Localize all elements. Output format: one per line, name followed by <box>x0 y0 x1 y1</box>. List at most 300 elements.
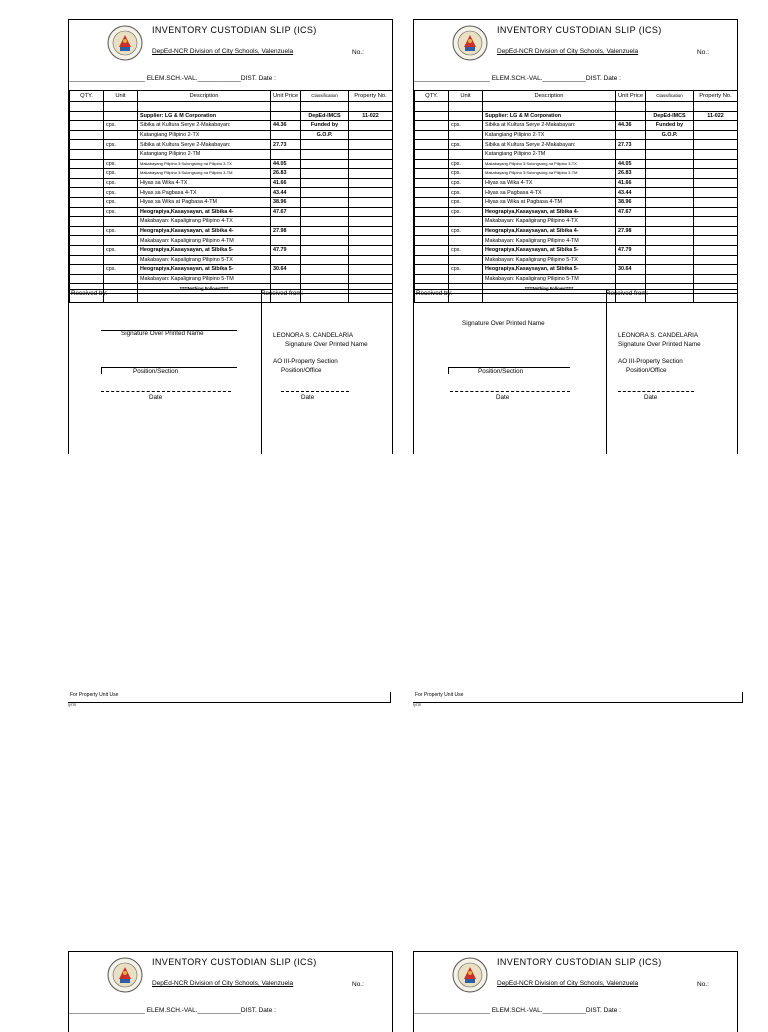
cell: Sibika at Kultura Serye 2-Makabayan: <box>483 140 616 150</box>
cell: Heograpiya,Kasaysayan, at Sibika 4- <box>138 226 271 236</box>
initials-label: lynn <box>413 702 422 707</box>
cell: cps. <box>449 140 483 150</box>
property-unit-footer-left <box>68 690 391 707</box>
slip-header <box>69 952 392 1022</box>
cell <box>694 217 738 227</box>
cell: cps. <box>449 169 483 179</box>
slip-header <box>69 20 392 90</box>
table-row <box>415 207 738 217</box>
cell <box>301 236 349 246</box>
cell: Katangiang Pilipino 2-TX <box>138 130 271 140</box>
cell <box>70 149 104 159</box>
cell <box>415 149 449 159</box>
cell <box>70 236 104 246</box>
table-row <box>70 140 393 150</box>
table-row <box>415 265 738 275</box>
table-row <box>70 265 393 275</box>
property-unit-footer-right <box>413 690 743 707</box>
cell: Heograpiya,Kasaysayan, at Sibika 4- <box>138 207 271 217</box>
position-section-caption: Position/Section <box>133 368 179 375</box>
cell <box>104 236 138 246</box>
cell: Sibika at Kultura Serye 2-Makabayan: <box>138 121 271 131</box>
cell <box>646 188 694 198</box>
elem-school-line: _____________________ ELEM.SCH.-VAL.____________DIST. Date : <box>69 75 276 82</box>
deped-seal-icon <box>107 957 143 993</box>
cell <box>646 245 694 255</box>
cell <box>694 102 738 112</box>
cell <box>349 265 393 275</box>
cell <box>301 217 349 227</box>
cell <box>70 178 104 188</box>
cell: Makabayan: Kapaligirang Pilipino 5-TX <box>483 255 616 265</box>
cell <box>70 102 104 112</box>
table-row <box>70 159 393 169</box>
cell: Supplier: LG & M Corporation <box>483 111 616 121</box>
cell: Funded by <box>301 121 349 131</box>
recipient-signature-caption: Signature Over Printed Name <box>462 320 545 327</box>
cell <box>301 102 349 112</box>
cell <box>70 130 104 140</box>
cell <box>646 265 694 275</box>
cell <box>104 111 138 121</box>
division-name: DepEd-NCR Division of City Schools, Valenzuela <box>497 980 639 987</box>
cell <box>449 236 483 246</box>
cell <box>415 245 449 255</box>
cell: G.O.P. <box>301 130 349 140</box>
cell: Makabayan: Kapaligirang Pilipino 5-TM <box>483 274 616 284</box>
cell <box>349 159 393 169</box>
cell <box>271 111 301 121</box>
cell <box>349 255 393 265</box>
cell: Hiyas sa Wika 4-TX <box>483 178 616 188</box>
cell: cps. <box>104 140 138 150</box>
cell: 30.64 <box>616 265 646 275</box>
cell <box>301 255 349 265</box>
cell: 44.05 <box>271 159 301 169</box>
cell <box>646 178 694 188</box>
cell <box>646 255 694 265</box>
cell <box>301 149 349 159</box>
cell: Katangiang Pilipino 2-TM <box>483 149 616 159</box>
cell <box>449 102 483 112</box>
cell <box>349 149 393 159</box>
cell <box>104 217 138 227</box>
cell: 44.36 <box>616 121 646 131</box>
table-row <box>70 102 393 112</box>
cell <box>349 207 393 217</box>
table-row <box>70 245 393 255</box>
table-row <box>70 274 393 284</box>
cell <box>301 178 349 188</box>
cell <box>301 197 349 207</box>
table-row <box>70 121 393 131</box>
table-row <box>415 178 738 188</box>
cell <box>646 159 694 169</box>
cell <box>138 102 271 112</box>
table-row <box>70 226 393 236</box>
signature-block <box>414 290 737 454</box>
cell: 38.96 <box>271 197 301 207</box>
cell <box>104 149 138 159</box>
cell <box>415 207 449 217</box>
table-row <box>70 178 393 188</box>
col-unit-price: Unit Price <box>271 91 301 102</box>
cell: 43.44 <box>616 188 646 198</box>
table-row <box>70 188 393 198</box>
cell <box>70 140 104 150</box>
cell <box>415 111 449 121</box>
cell <box>646 169 694 179</box>
cell: cps. <box>104 265 138 275</box>
cell <box>415 140 449 150</box>
footer-tick <box>390 692 391 702</box>
table-row <box>415 245 738 255</box>
cell <box>301 140 349 150</box>
footer-tick <box>742 692 743 702</box>
cell: cps. <box>104 121 138 131</box>
cell <box>694 140 738 150</box>
cell <box>415 265 449 275</box>
ics-slip-bottom-right <box>413 951 738 1032</box>
cell <box>349 217 393 227</box>
cell: Heograpiya,Kasaysayan, at Sibika 4- <box>483 207 616 217</box>
cell: Makabayan: Kapaligirang Pilipino 5-TM <box>138 274 271 284</box>
table-row <box>70 169 393 179</box>
ics-slip-bottom-left <box>68 951 393 1032</box>
cell: cps. <box>449 178 483 188</box>
table-row <box>415 102 738 112</box>
table-row <box>70 111 393 121</box>
cell <box>694 236 738 246</box>
cell <box>271 274 301 284</box>
position-office-caption: Position/Office <box>626 367 667 374</box>
table-row <box>415 236 738 246</box>
cell <box>104 130 138 140</box>
cell <box>349 130 393 140</box>
signature-divider <box>606 290 607 454</box>
table-header-row <box>415 91 738 102</box>
table-header-row <box>70 91 393 102</box>
table-row <box>70 207 393 217</box>
cell: Heograpiya,Kasaysayan, at Sibika 4- <box>483 226 616 236</box>
cell <box>694 265 738 275</box>
cell <box>694 274 738 284</box>
cell <box>616 130 646 140</box>
cell: 26.83 <box>271 169 301 179</box>
cell: cps. <box>104 188 138 198</box>
cell: cps. <box>449 207 483 217</box>
cell <box>449 217 483 227</box>
cell: cps. <box>104 226 138 236</box>
cell: 41.66 <box>616 178 646 188</box>
cell <box>694 245 738 255</box>
cell: DepEd-IMCS <box>301 111 349 121</box>
table-row <box>415 130 738 140</box>
col-classification: Classification <box>301 91 349 102</box>
cell: 38.96 <box>616 197 646 207</box>
cell <box>415 159 449 169</box>
cell <box>349 245 393 255</box>
table-row <box>415 111 738 121</box>
col-unit: Unit <box>104 91 138 102</box>
cell <box>104 274 138 284</box>
date-caption-right: Date <box>644 394 658 401</box>
signature-divider <box>261 290 262 454</box>
cell <box>349 226 393 236</box>
table-row <box>415 226 738 236</box>
cell: Makabayan: Kapaligirang Pilipino 4-TM <box>138 236 271 246</box>
cell: Supplier: LG & M Corporation <box>138 111 271 121</box>
col-unit: Unit <box>449 91 483 102</box>
cell: G.O.P. <box>646 130 694 140</box>
cell <box>646 207 694 217</box>
received-by-label: Received by: <box>416 290 453 297</box>
table-row <box>415 149 738 159</box>
cell: Heograpiya,Kasaysayan, at Sibika 5- <box>483 245 616 255</box>
cell: 27.98 <box>271 226 301 236</box>
initials-label: lynn <box>68 702 77 707</box>
cell <box>616 255 646 265</box>
cell <box>70 159 104 169</box>
received-by-label: Received by: <box>71 290 108 297</box>
cell <box>646 274 694 284</box>
cell: Hiyas sa Pagbasa 4-TX <box>483 188 616 198</box>
cell: Makabayang Pilipino 3:Sulongsong na Pilipino 3-TM <box>483 169 616 179</box>
cell: 44.05 <box>616 159 646 169</box>
division-name: DepEd-NCR Division of City Schools, Valenzuela <box>152 48 294 55</box>
cell <box>104 102 138 112</box>
deped-seal-icon <box>452 957 488 993</box>
cell <box>616 217 646 227</box>
cell <box>349 178 393 188</box>
cell: 47.67 <box>616 207 646 217</box>
custodian-position: AO III-Property Section <box>273 358 338 365</box>
cell: DepEd-IMCS <box>646 111 694 121</box>
slip-title: INVENTORY CUSTODIAN SLIP (ICS) <box>152 957 317 967</box>
deped-seal-icon <box>107 25 143 61</box>
cell: 47.79 <box>271 245 301 255</box>
cell: 27.98 <box>616 226 646 236</box>
cell <box>70 265 104 275</box>
items-table <box>414 90 738 303</box>
col-unit-price: Unit Price <box>616 91 646 102</box>
property-use-label: For Property Unit Use <box>415 692 464 698</box>
table-row <box>415 274 738 284</box>
cell: Makabayan: Kapaligirang Pilipino 4-TM <box>483 236 616 246</box>
table-row <box>70 130 393 140</box>
cell: cps. <box>449 159 483 169</box>
cell: 47.67 <box>271 207 301 217</box>
cell <box>70 121 104 131</box>
cell <box>349 274 393 284</box>
cell <box>70 274 104 284</box>
signature-block <box>69 290 392 454</box>
cell <box>646 102 694 112</box>
cell: cps. <box>449 226 483 236</box>
cell <box>415 169 449 179</box>
cell: Katangiang Pilipino 2-TX <box>483 130 616 140</box>
table-row <box>415 197 738 207</box>
cell <box>694 207 738 217</box>
cell <box>301 245 349 255</box>
cell: 30.64 <box>271 265 301 275</box>
cell <box>271 236 301 246</box>
cell: Hiyas sa Wika 4-TX <box>138 178 271 188</box>
cell <box>271 149 301 159</box>
cell <box>301 159 349 169</box>
slip-number-label: No.: <box>352 49 364 56</box>
cell: 26.83 <box>616 169 646 179</box>
cell: 41.66 <box>271 178 301 188</box>
cell <box>449 130 483 140</box>
cell <box>271 217 301 227</box>
cell: cps. <box>104 197 138 207</box>
cell: 11-022 <box>349 111 393 121</box>
deped-seal-icon <box>452 25 488 61</box>
cell: Makabayang Pilipino 3:Sulongsong na Pilipino 3-TX <box>483 159 616 169</box>
cell: Makabayan: Kapaligirang Pilipino 5-TX <box>138 255 271 265</box>
cell <box>70 226 104 236</box>
col-description: Description <box>483 91 616 102</box>
custodian-position: AO III-Property Section <box>618 358 683 365</box>
table-row <box>70 149 393 159</box>
cell <box>70 245 104 255</box>
cell: Funded by <box>646 121 694 131</box>
cell <box>301 265 349 275</box>
cell <box>415 236 449 246</box>
cell <box>104 255 138 265</box>
cell <box>415 226 449 236</box>
cell: cps. <box>104 207 138 217</box>
received-from-label: Received from: <box>261 290 304 297</box>
cell <box>349 121 393 131</box>
date-line <box>101 391 231 392</box>
cell: cps. <box>449 188 483 198</box>
cell: cps. <box>104 169 138 179</box>
cell <box>694 197 738 207</box>
cell <box>301 188 349 198</box>
col-property-no: Property No. <box>694 91 738 102</box>
cell <box>349 140 393 150</box>
cell <box>70 197 104 207</box>
cell <box>70 217 104 227</box>
date-line-right <box>281 391 349 392</box>
cell: Hiyas sa Wika at Pagbasa 4-TM <box>138 197 271 207</box>
cell <box>616 111 646 121</box>
cell: Hiyas sa Wika at Pagbasa 4-TM <box>483 197 616 207</box>
cell: Heograpiya,Kasaysayan, at Sibika 5- <box>138 265 271 275</box>
cell: cps. <box>449 197 483 207</box>
position-section-caption: Position/Section <box>478 368 524 375</box>
cell: cps. <box>449 265 483 275</box>
slip-number-label: No.: <box>352 981 364 988</box>
cell <box>483 102 616 112</box>
cell <box>694 121 738 131</box>
table-row <box>415 169 738 179</box>
cell <box>70 188 104 198</box>
table-row <box>70 236 393 246</box>
cell <box>70 169 104 179</box>
cell: Sibika at Kultura Serye 2-Makabayan: <box>483 121 616 131</box>
date-caption: Date <box>149 394 163 401</box>
date-caption: Date <box>496 394 510 401</box>
position-office-caption: Position/Office <box>281 367 322 374</box>
col-property-no: Property No. <box>349 91 393 102</box>
cell <box>70 111 104 121</box>
cell: Katangiang Pilipino 2-TM <box>138 149 271 159</box>
cell <box>415 274 449 284</box>
cell <box>271 255 301 265</box>
slip-header <box>414 952 737 1022</box>
cell: Makabayan: Kapaligirang Pilipino 4-TX <box>138 217 271 227</box>
cell <box>271 102 301 112</box>
recipient-signature-caption: Signature Over Printed Name <box>121 330 204 337</box>
cell <box>646 197 694 207</box>
cell <box>694 226 738 236</box>
slip-title: INVENTORY CUSTODIAN SLIP (ICS) <box>497 25 662 35</box>
table-row <box>415 121 738 131</box>
custodian-name: LEONORA S. CANDELARIA <box>618 332 699 339</box>
cell <box>646 226 694 236</box>
date-line-right <box>618 391 694 392</box>
custodian-signature-caption: Signature Over Printed Name <box>618 341 701 348</box>
slip-number-label: No.: <box>697 49 709 56</box>
cell <box>415 102 449 112</box>
table-row <box>415 188 738 198</box>
cell <box>449 255 483 265</box>
cell <box>70 255 104 265</box>
col-qty: QTY. <box>70 91 104 102</box>
cell: 43.44 <box>271 188 301 198</box>
col-classification: Classification <box>646 91 694 102</box>
cell: 27.73 <box>271 140 301 150</box>
cell <box>271 130 301 140</box>
cell <box>415 121 449 131</box>
received-from-label: Received from: <box>606 290 649 297</box>
table-row <box>415 255 738 265</box>
cell <box>415 197 449 207</box>
cell: 44.36 <box>271 121 301 131</box>
elem-school-line: _____________________ ELEM.SCH.-VAL.____________DIST. Date : <box>414 75 621 82</box>
division-name: DepEd-NCR Division of City Schools, Valenzuela <box>497 48 639 55</box>
cell <box>415 130 449 140</box>
cell <box>70 207 104 217</box>
cell <box>415 217 449 227</box>
cell: cps. <box>449 245 483 255</box>
cell <box>616 149 646 159</box>
cell <box>415 255 449 265</box>
cell: Heograpiya,Kasaysayan, at Sibika 5- <box>483 265 616 275</box>
cell: Hiyas sa Pagbasa 4-TX <box>138 188 271 198</box>
col-qty: QTY. <box>415 91 449 102</box>
cell: cps. <box>104 178 138 188</box>
custodian-name: LEONORA S. CANDELARIA <box>273 332 354 339</box>
position-tick <box>101 367 102 374</box>
ics-slip-top-right <box>413 19 738 454</box>
cell <box>646 140 694 150</box>
cell <box>415 178 449 188</box>
cell <box>301 169 349 179</box>
table-row <box>415 217 738 227</box>
cell <box>616 102 646 112</box>
cell <box>694 130 738 140</box>
cell <box>449 149 483 159</box>
cell: cps. <box>104 159 138 169</box>
cell <box>646 149 694 159</box>
property-use-label: For Property Unit Use <box>70 692 119 698</box>
division-name: DepEd-NCR Division of City Schools, Valenzuela <box>152 980 294 987</box>
cell: Heograpiya,Kasaysayan, at Sibika 5- <box>138 245 271 255</box>
